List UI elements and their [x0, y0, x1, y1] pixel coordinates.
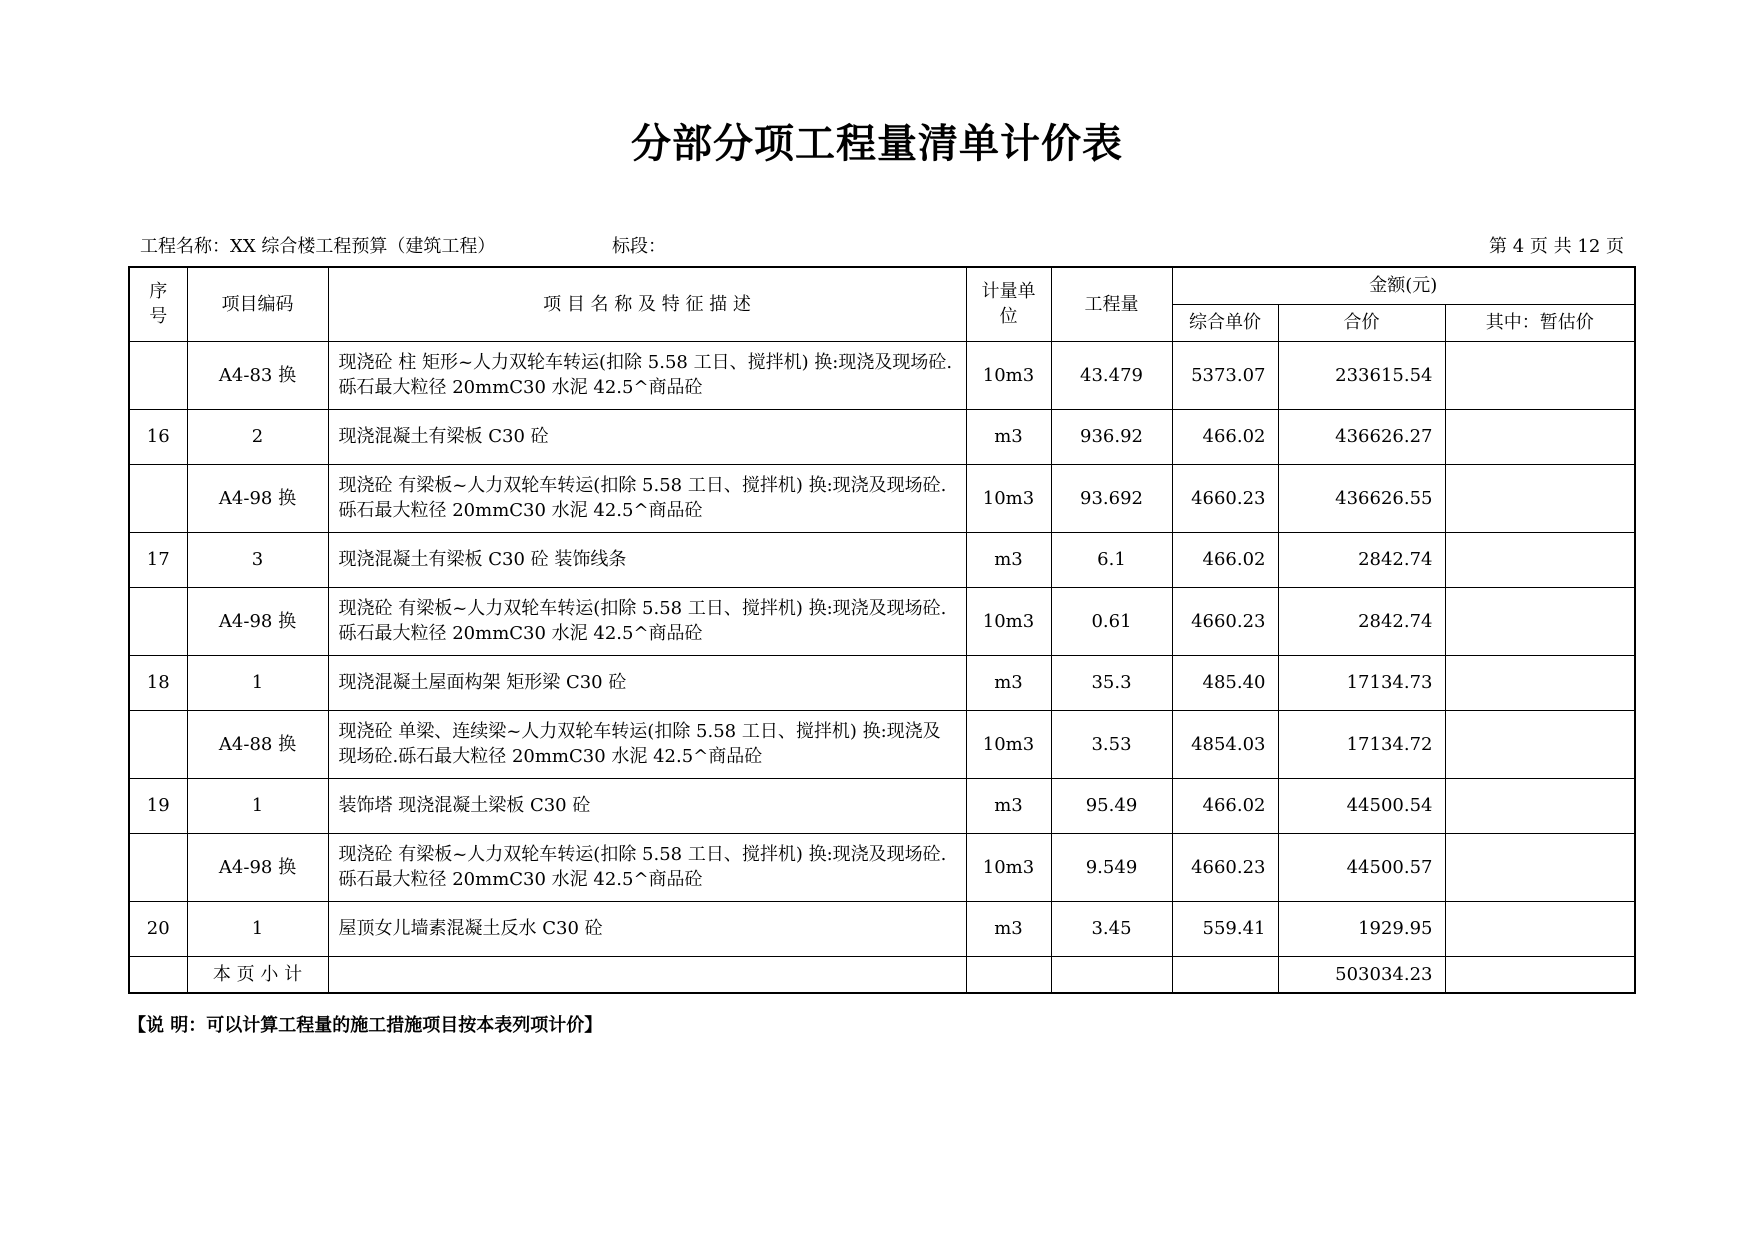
table-row [129, 778, 1635, 833]
cell-unit: m3 [966, 778, 1051, 833]
cell-unit-price: 4660.23 [1172, 833, 1278, 901]
cell-unit-price: 5373.07 [1172, 341, 1278, 409]
cell-seq: 17 [129, 532, 187, 587]
cell-provisional [1445, 778, 1635, 833]
cell-total: 44500.57 [1278, 833, 1445, 901]
cell-qty: 9.549 [1051, 833, 1172, 901]
cell-desc: 现浇混凝土屋面构架 矩形梁 C30 砼 [328, 655, 966, 710]
cell-provisional [1445, 464, 1635, 532]
cell-unit-price: 4660.23 [1172, 587, 1278, 655]
page-indicator: 第 4 页 共 12 页 [1489, 236, 1624, 257]
cell-unit: 10m3 [966, 464, 1051, 532]
project-name: 工程名称：XX 综合楼工程预算（建筑工程） [140, 236, 496, 257]
cell-provisional [1445, 587, 1635, 655]
cell-code: A4-83 换 [187, 341, 328, 409]
cell-qty: 35.3 [1051, 655, 1172, 710]
cell-unit-price: 4660.23 [1172, 464, 1278, 532]
header-seq: 序号 [129, 267, 187, 341]
cell-qty: 95.49 [1051, 778, 1172, 833]
table-row [129, 833, 1635, 901]
cell-desc: 现浇砼 有梁板~人力双轮车转运(扣除 5.58 工日、搅拌机) 换:现浇及现场砼.砾石最大粒径 20mmC30 水泥 42.5^商品砼 [328, 833, 966, 901]
table-row [129, 409, 1635, 464]
cell-code: A4-88 换 [187, 710, 328, 778]
cell-desc: 现浇砼 柱 矩形~人力双轮车转运(扣除 5.58 工日、搅拌机) 换:现浇及现场砼.砾石最大粒径 20mmC30 水泥 42.5^商品砼 [328, 341, 966, 409]
cell-total: 436626.27 [1278, 409, 1445, 464]
cell-provisional [1445, 409, 1635, 464]
cell-seq: 20 [129, 901, 187, 956]
cell-unit: 10m3 [966, 587, 1051, 655]
table-row [129, 655, 1635, 710]
subtotal-row [129, 956, 1635, 993]
header-desc: 项 目 名 称 及 特 征 描 述 [328, 267, 966, 341]
cell-code: A4-98 换 [187, 587, 328, 655]
cell-code: 1 [187, 778, 328, 833]
cell-seq: 19 [129, 778, 187, 833]
cell-code: 1 [187, 655, 328, 710]
cell-seq [129, 833, 187, 901]
cell-unit-price: 466.02 [1172, 532, 1278, 587]
header-code: 项目编码 [187, 267, 328, 341]
cell-unit: 10m3 [966, 710, 1051, 778]
cell-seq [129, 464, 187, 532]
cell-qty: 936.92 [1051, 409, 1172, 464]
cell-provisional [1445, 710, 1635, 778]
cell-provisional [1445, 901, 1635, 956]
cell-provisional [1445, 532, 1635, 587]
cell-unit: m3 [966, 655, 1051, 710]
cell-total: 17134.72 [1278, 710, 1445, 778]
cell-unit: 10m3 [966, 833, 1051, 901]
cell-unit-price: 466.02 [1172, 778, 1278, 833]
section-label: 标段： [612, 236, 666, 257]
cell-total: 17134.73 [1278, 655, 1445, 710]
cell-desc: 屋顶女儿墙素混凝土反水 C30 砼 [328, 901, 966, 956]
cell-unit: m3 [966, 532, 1051, 587]
footnote: 【说 明：可以计算工程量的施工措施项目按本表列项计价】 [128, 1015, 603, 1036]
cell-total: 2842.74 [1278, 532, 1445, 587]
cell-seq: 18 [129, 655, 187, 710]
header-total: 合价 [1278, 304, 1445, 341]
header-provisional: 其中：暂估价 [1445, 304, 1635, 341]
cell-unit-price: 559.41 [1172, 901, 1278, 956]
table-row [129, 587, 1635, 655]
cell-qty: 6.1 [1051, 532, 1172, 587]
cell-unit-price: 4854.03 [1172, 710, 1278, 778]
cell-qty: 3.53 [1051, 710, 1172, 778]
header-amount-group: 金额(元) [1172, 267, 1635, 304]
cell-desc: 现浇混凝土有梁板 C30 砼 装饰线条 [328, 532, 966, 587]
table-row [129, 901, 1635, 956]
cell-qty: 3.45 [1051, 901, 1172, 956]
header-unit-price: 综合单价 [1172, 304, 1278, 341]
cell-desc: 装饰塔 现浇混凝土梁板 C30 砼 [328, 778, 966, 833]
cell-code: 3 [187, 532, 328, 587]
header-qty: 工程量 [1051, 267, 1172, 341]
cell-unit-price: 485.40 [1172, 655, 1278, 710]
cell-total: 44500.54 [1278, 778, 1445, 833]
cell-total: 233615.54 [1278, 341, 1445, 409]
cell-seq [129, 710, 187, 778]
table-row [129, 710, 1635, 778]
cell-code: 2 [187, 409, 328, 464]
cell-desc: 现浇砼 有梁板~人力双轮车转运(扣除 5.58 工日、搅拌机) 换:现浇及现场砼.砾石最大粒径 20mmC30 水泥 42.5^商品砼 [328, 587, 966, 655]
cell-desc: 现浇砼 有梁板~人力双轮车转运(扣除 5.58 工日、搅拌机) 换:现浇及现场砼.砾石最大粒径 20mmC30 水泥 42.5^商品砼 [328, 464, 966, 532]
table-row [129, 464, 1635, 532]
cell-provisional [1445, 341, 1635, 409]
cell-code: A4-98 换 [187, 833, 328, 901]
pricing-table [128, 266, 1636, 994]
header-unit: 计量单位 [966, 267, 1051, 341]
cell-unit: m3 [966, 901, 1051, 956]
table-row [129, 341, 1635, 409]
cell-provisional [1445, 833, 1635, 901]
cell-desc: 现浇砼 单梁、连续梁~人力双轮车转运(扣除 5.58 工日、搅拌机) 换:现浇及现场砼.砾石最大粒径 20mmC30 水泥 42.5^商品砼 [328, 710, 966, 778]
table-row [129, 532, 1635, 587]
cell-qty: 93.692 [1051, 464, 1172, 532]
subtotal-label: 本 页 小 计 [187, 956, 328, 993]
cell-total: 436626.55 [1278, 464, 1445, 532]
page-title: 分部分项工程量清单计价表 [631, 121, 1123, 167]
cell-code: 1 [187, 901, 328, 956]
cell-seq: 16 [129, 409, 187, 464]
subtotal-total: 503034.23 [1278, 956, 1445, 993]
cell-seq [129, 587, 187, 655]
cell-desc: 现浇混凝土有梁板 C30 砼 [328, 409, 966, 464]
cell-total: 2842.74 [1278, 587, 1445, 655]
cell-unit: m3 [966, 409, 1051, 464]
cell-provisional [1445, 655, 1635, 710]
table-body [129, 341, 1635, 993]
cell-qty: 0.61 [1051, 587, 1172, 655]
cell-unit: 10m3 [966, 341, 1051, 409]
cell-unit-price: 466.02 [1172, 409, 1278, 464]
cell-code: A4-98 换 [187, 464, 328, 532]
cell-total: 1929.95 [1278, 901, 1445, 956]
cell-qty: 43.479 [1051, 341, 1172, 409]
cell-seq [129, 341, 187, 409]
